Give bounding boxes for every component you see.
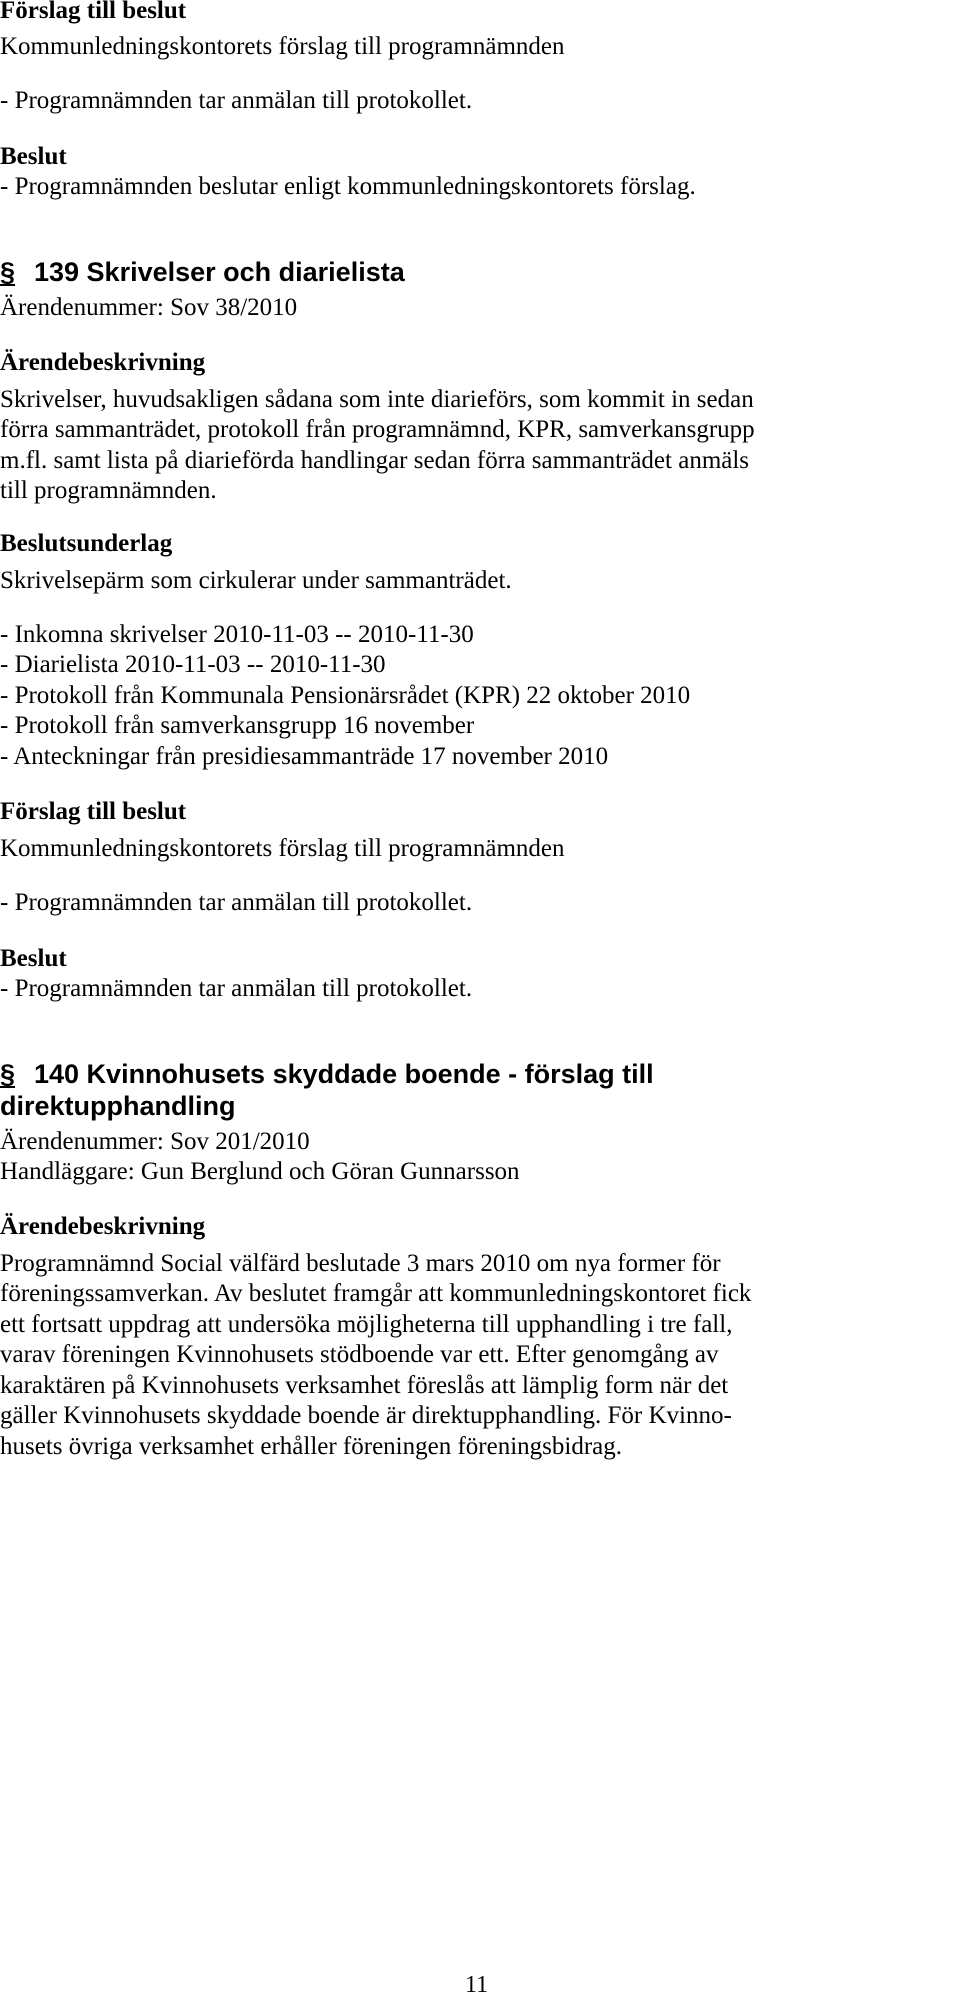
forslag-heading: Förslag till beslut bbox=[0, 798, 187, 825]
forslag-text: Kommunledningskontorets förslag till programnämnden bbox=[0, 835, 565, 862]
desc-line: Programnämnd Social välfärd beslutade 3 mars 2010 om nya former för bbox=[0, 1250, 721, 1277]
desc-line: m.fl. samt lista på diarieförda handlingar sedan förra sammanträdet anmäls bbox=[0, 447, 750, 474]
list-item: - Inkomna skrivelser 2010-11-03 -- 2010-11-30 bbox=[0, 621, 474, 648]
list-item: - Diarielista 2010-11-03 -- 2010-11-30 bbox=[0, 651, 386, 678]
underlag-text: Skrivelsepärm som cirkulerar under sammanträdet. bbox=[0, 567, 512, 594]
desc-line: förra sammanträdet, protokoll från programnämnd, KPR, samverkansgrupp bbox=[0, 416, 755, 443]
beslut-heading: Beslut bbox=[0, 143, 67, 170]
page-number: 11 bbox=[465, 1972, 489, 1998]
section-140-title-line2: direktupphandling bbox=[0, 1091, 236, 1121]
forslag-item: - Programnämnden tar anmälan till protokollet. bbox=[0, 87, 473, 114]
case-number: Ärendenummer: Sov 38/2010 bbox=[0, 294, 298, 321]
beslut-item: - Programnämnden beslutar enligt kommunledningskontorets förslag. bbox=[0, 173, 696, 200]
section-139-title-text: 139 Skrivelser och diarielista bbox=[34, 257, 405, 287]
beslut-item: - Programnämnden tar anmälan till protokollet. bbox=[0, 975, 473, 1002]
underlag-heading: Beslutsunderlag bbox=[0, 530, 173, 557]
desc-line: gäller Kvinnohusets skyddade boende är direktupphandling. För Kvinno- bbox=[0, 1402, 732, 1429]
section-140-title-text: 140 Kvinnohusets skyddade boende - förslag till bbox=[34, 1059, 654, 1089]
section-139-title bbox=[0, 256, 405, 288]
desc-line: karaktären på Kvinnohusets verksamhet föreslås att lämplig form när det bbox=[0, 1372, 729, 1399]
handlaggare: Handläggare: Gun Berglund och Göran Gunnarsson bbox=[0, 1158, 520, 1185]
forslag-text: Kommunledningskontorets förslag till programnämnden bbox=[0, 33, 565, 60]
forslag-item: - Programnämnden tar anmälan till protokollet. bbox=[0, 889, 473, 916]
desc-line: husets övriga verksamhet erhåller föreningen föreningsbidrag. bbox=[0, 1433, 623, 1460]
desc-line: varav föreningen Kvinnohusets stödboende var ett. Efter genomgång av bbox=[0, 1341, 719, 1368]
desc-heading: Ärendebeskrivning bbox=[0, 1213, 206, 1240]
section-140-title bbox=[0, 1058, 654, 1090]
case-number: Ärendenummer: Sov 201/2010 bbox=[0, 1128, 310, 1155]
list-item: - Anteckningar från presidiesammanträde 17 november 2010 bbox=[0, 743, 609, 770]
list-item: - Protokoll från samverkansgrupp 16 november bbox=[0, 712, 475, 739]
beslut-heading: Beslut bbox=[0, 945, 67, 972]
section-mark: § bbox=[0, 257, 16, 287]
desc-heading: Ärendebeskrivning bbox=[0, 349, 206, 376]
desc-line: föreningssamverkan. Av beslutet framgår att kommunledningskontoret fick bbox=[0, 1280, 752, 1307]
section-mark: § bbox=[0, 1059, 16, 1089]
desc-line: till programnämnden. bbox=[0, 477, 217, 504]
desc-line: Skrivelser, huvudsakligen sådana som inte diarieförs, som kommit in sedan bbox=[0, 386, 754, 413]
list-item: - Protokoll från Kommunala Pensionärsrådet (KPR) 22 oktober 2010 bbox=[0, 682, 691, 709]
forslag-heading: Förslag till beslut bbox=[0, 0, 187, 24]
desc-line: ett fortsatt uppdrag att undersöka möjligheterna till upphandling i tre fall, bbox=[0, 1311, 733, 1338]
